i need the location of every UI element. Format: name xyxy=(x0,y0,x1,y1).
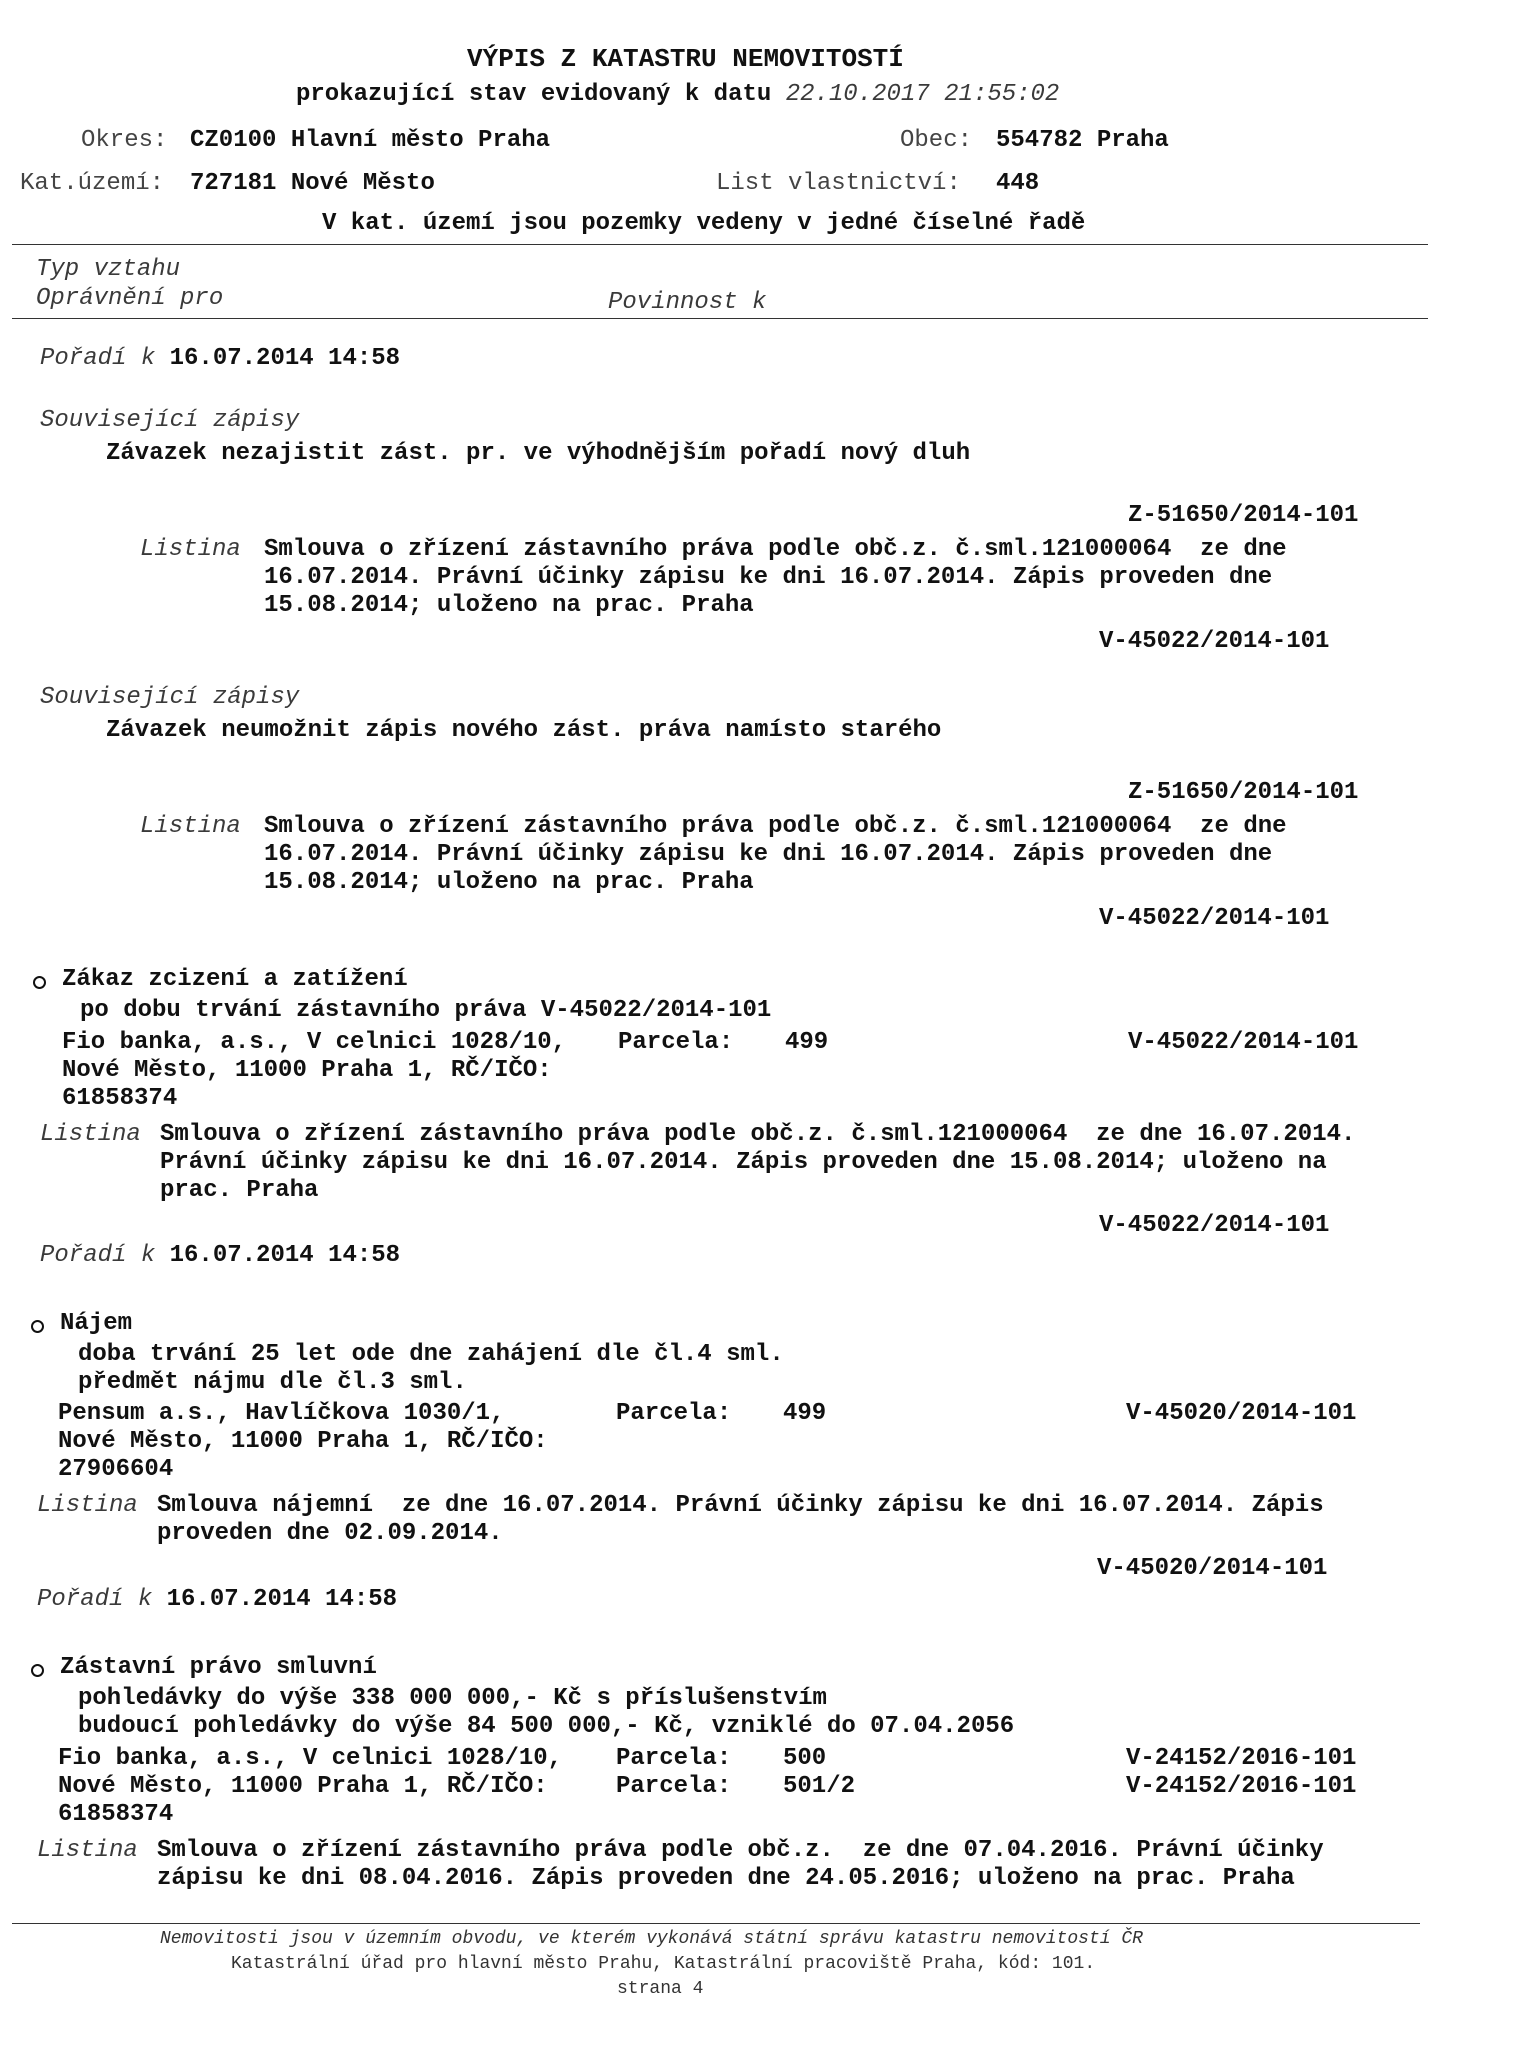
kat-value: 727181 Nové Město xyxy=(190,170,435,197)
party-line: Fio banka, a.s., V celnici 1028/10, xyxy=(62,1029,567,1056)
page-title: VÝPIS Z KATASTRU NEMOVITOSTÍ xyxy=(467,44,904,74)
listina-label: Listina xyxy=(37,1837,138,1864)
parcela-ref: V-24152/2016-101 xyxy=(1126,1773,1357,1800)
listina-ref: V-45020/2014-101 xyxy=(1097,1555,1328,1582)
party-line: 61858374 xyxy=(58,1801,174,1828)
parcela-ref: V-24152/2016-101 xyxy=(1126,1745,1357,1772)
columns-divider xyxy=(12,318,1428,319)
party-line: 61858374 xyxy=(62,1085,178,1112)
party-line: Nové Město, 11000 Praha 1, RČ/IČO: xyxy=(58,1428,548,1455)
party-line: 27906604 xyxy=(58,1456,174,1483)
listina-line: Smlouva nájemní ze dne 16.07.2014. Právní účinky zápisu ke dni 16.07.2014. Zápis xyxy=(157,1492,1324,1519)
listina-line: 15.08.2014; uloženo na prac. Praha xyxy=(264,592,754,619)
header-note: V kat. území jsou pozemky vedeny v jedné číselné řadě xyxy=(322,210,1086,237)
parcela-value: 500 xyxy=(783,1745,827,1772)
entry-desc: předmět nájmu dle čl.3 sml. xyxy=(78,1369,467,1396)
obec-label: Obec: xyxy=(900,127,973,154)
parcela-value: 501/2 xyxy=(783,1773,856,1800)
bullet-icon xyxy=(31,1320,44,1333)
related-ref: Z-51650/2014-101 xyxy=(1128,779,1359,806)
listina-label: Listina xyxy=(140,813,241,840)
parcela-label: Parcela: xyxy=(616,1773,732,1800)
subtitle-date: 22.10.2017 21:55:02 xyxy=(785,81,1060,108)
poradi-date: 16.07.2014 14:58 xyxy=(169,345,401,372)
entry-desc: pohledávky do výše 338 000 000,- Kč s příslušenstvím xyxy=(78,1685,827,1712)
party-line: Pensum a.s., Havlíčkova 1030/1, xyxy=(58,1400,505,1427)
subtitle-label: prokazující stav evidovaný k datu xyxy=(296,81,772,108)
related-ref: Z-51650/2014-101 xyxy=(1128,502,1359,529)
parcela-ref: V-45022/2014-101 xyxy=(1128,1029,1359,1056)
poradi-row xyxy=(40,1242,400,1270)
poradi-label: Pořadí k xyxy=(40,345,156,372)
listina-line: Smlouva o zřízení zástavního práva podle obč.z. č.sml.121000064 ze dne 16.07.2014. xyxy=(160,1121,1356,1148)
listina-label: Listina xyxy=(140,536,241,563)
entry-title: Nájem xyxy=(60,1310,133,1337)
poradi-label: Pořadí k xyxy=(40,1242,156,1269)
party-line: Nové Město, 11000 Praha 1, RČ/IČO: xyxy=(62,1057,552,1084)
parcela-value: 499 xyxy=(785,1029,829,1056)
footer-line2: Katastrální úřad pro hlavní město Prahu, Katastrální pracoviště Praha, kód: 101. xyxy=(231,1954,1096,1974)
related-text: Závazek nezajistit zást. pr. ve výhodnějším pořadí nový dluh xyxy=(106,440,971,467)
listina-line: Smlouva o zřízení zástavního práva podle obč.z. č.sml.121000064 ze dne xyxy=(264,813,1287,840)
subtitle xyxy=(296,81,1059,109)
listina-label: Listina xyxy=(40,1121,141,1148)
parcela-label: Parcela: xyxy=(616,1400,732,1427)
poradi-date: 16.07.2014 14:58 xyxy=(169,1242,401,1269)
parcela-ref: V-45020/2014-101 xyxy=(1126,1400,1357,1427)
listina-line: zápisu ke dni 08.04.2016. Zápis proveden dne 24.05.2016; uloženo na prac. Praha xyxy=(157,1865,1295,1892)
footer-line1: Nemovitosti jsou v územním obvodu, ve kterém vykonává státní správu katastru nemovitostí ČR xyxy=(160,1929,1143,1949)
parcela-label: Parcela: xyxy=(616,1745,732,1772)
listina-line: proveden dne 02.09.2014. xyxy=(157,1520,503,1547)
col-typ-vztahu: Typ vztahu xyxy=(36,256,181,283)
related-text: Závazek neumožnit zápis nového zást. práva namísto starého xyxy=(106,717,942,744)
poradi-row xyxy=(37,1586,397,1614)
col-opravneni-pro: Oprávnění pro xyxy=(36,285,224,312)
entry-desc: budoucí pohledávky do výše 84 500 000,- Kč, vzniklé do 07.04.2056 xyxy=(78,1713,1015,1740)
listina-ref: V-45022/2014-101 xyxy=(1099,1212,1330,1239)
bullet-icon xyxy=(31,1664,44,1677)
okres-label: Okres: xyxy=(81,127,168,154)
poradi-label: Pořadí k xyxy=(37,1586,153,1613)
listina-line: Smlouva o zřízení zástavního práva podle obč.z. ze dne 07.04.2016. Právní účinky xyxy=(157,1837,1324,1864)
bullet-icon xyxy=(33,976,46,989)
list-label: List vlastnictví: xyxy=(716,170,961,197)
souvisejici-label: Související zápisy xyxy=(40,407,300,434)
listina-line: 16.07.2014. Právní účinky zápisu ke dni 16.07.2014. Zápis proveden dne xyxy=(264,564,1273,591)
poradi-date: 16.07.2014 14:58 xyxy=(166,1586,398,1613)
okres-value: CZ0100 Hlavní město Praha xyxy=(190,127,551,154)
footer-divider xyxy=(12,1923,1420,1924)
col-povinnost-k: Povinnost k xyxy=(608,289,767,316)
obec-value: 554782 Praha xyxy=(996,127,1169,154)
poradi-row xyxy=(40,345,400,373)
parcela-value: 499 xyxy=(783,1400,827,1427)
entry-desc: po dobu trvání zástavního práva V-45022/2014-101 xyxy=(80,997,772,1024)
party-line: Fio banka, a.s., V celnici 1028/10, xyxy=(58,1745,563,1772)
header-divider xyxy=(12,244,1428,245)
listina-label: Listina xyxy=(37,1492,138,1519)
souvisejici-label: Související zápisy xyxy=(40,684,300,711)
listina-line: Smlouva o zřízení zástavního práva podle obč.z. č.sml.121000064 ze dne xyxy=(264,536,1287,563)
page-number: strana 4 xyxy=(617,1979,704,1999)
listina-line: 16.07.2014. Právní účinky zápisu ke dni 16.07.2014. Zápis proveden dne xyxy=(264,841,1273,868)
listina-line: 15.08.2014; uloženo na prac. Praha xyxy=(264,869,754,896)
listina-ref: V-45022/2014-101 xyxy=(1099,628,1330,655)
listina-line: Právní účinky zápisu ke dni 16.07.2014. Zápis proveden dne 15.08.2014; uloženo na xyxy=(160,1149,1327,1176)
parcela-label: Parcela: xyxy=(618,1029,734,1056)
entry-desc: doba trvání 25 let ode dne zahájení dle čl.4 sml. xyxy=(78,1341,784,1368)
entry-title: Zákaz zcizení a zatížení xyxy=(62,966,408,993)
listina-ref: V-45022/2014-101 xyxy=(1099,905,1330,932)
kat-label: Kat.území: xyxy=(20,170,165,197)
list-value: 448 xyxy=(996,170,1040,197)
party-line: Nové Město, 11000 Praha 1, RČ/IČO: xyxy=(58,1773,548,1800)
listina-line: prac. Praha xyxy=(160,1177,319,1204)
entry-title: Zástavní právo smluvní xyxy=(60,1654,377,1681)
